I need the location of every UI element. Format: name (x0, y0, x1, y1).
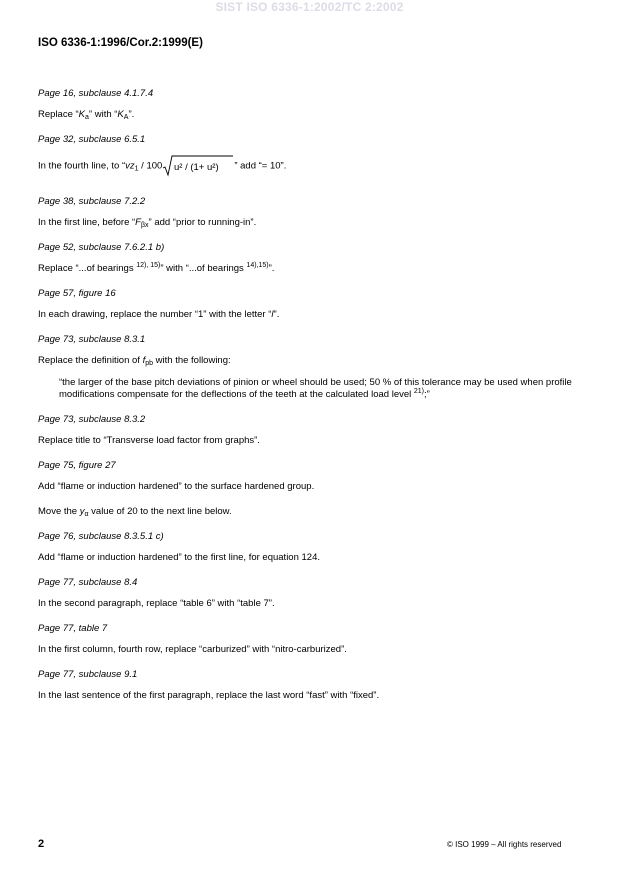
correction-reference: Page 73, subclause 8.3.2 (38, 414, 146, 425)
correction-instruction (38, 309, 583, 321)
instruction-text: / 100 (138, 160, 163, 172)
symbol: f (142, 355, 146, 366)
corrections-list (38, 88, 583, 715)
quote-text: “the larger of the base pitch deviations of pinion or wheel should be used; 50 % of this tolerance may be used when profile modifications compensate for the deflections of the teeth at the calculated load level (59, 377, 572, 400)
correction-reference: Page 52, subclause 7.6.2.1 b) (38, 242, 165, 253)
instruction-text: In each drawing, replace the number “1” with the letter “ (38, 309, 272, 320)
correction-instruction: Add “flame or induction hardened” to the surface hardened group. (38, 481, 315, 492)
subscript: pb (145, 360, 154, 367)
instruction-text: Replace the definition of (38, 355, 143, 366)
correction-reference: Page 76, subclause 8.3.5.1 c) (38, 531, 164, 542)
correction-instruction: In the second paragraph, replace “table 6” with “table 7”. (38, 598, 275, 609)
correction-reference: Page 73, subclause 8.3.1 (38, 334, 146, 345)
instruction-text: Replace “...of bearings (38, 263, 137, 274)
instruction-text: Move the (38, 506, 80, 517)
subscript: A (123, 114, 129, 121)
document-id: ISO 6336-1:1996/Cor.2:1999(E) (38, 37, 203, 49)
correction-reference: Page 75, figure 27 (38, 460, 116, 471)
square-root-radicand: u² / (1+ u²) (174, 162, 219, 173)
instruction-text: with the following: (153, 355, 231, 366)
correction-reference: Page 77, subclause 9.1 (38, 669, 138, 680)
instruction-text: Replace “ (38, 109, 79, 120)
correction-instruction (38, 217, 583, 229)
correction-instruction (38, 355, 583, 367)
footnote-superscript: 14),15) (246, 262, 269, 269)
correction-instruction (38, 263, 583, 275)
subscript: a (85, 114, 89, 121)
correction-reference: Page 77, table 7 (38, 623, 108, 634)
symbol: K (117, 109, 124, 120)
correction-instruction (38, 109, 583, 121)
instruction-text: In the first line, before “ (38, 217, 136, 228)
correction-instruction (38, 155, 583, 177)
correction-reference: Page 77, subclause 8.4 (38, 577, 138, 588)
quoted-definition (59, 377, 583, 401)
page-number: 2 (38, 838, 45, 850)
footnote-superscript: 12), 15) (136, 262, 161, 269)
correction-reference: Page 57, figure 16 (38, 288, 116, 299)
symbol: F (135, 217, 141, 228)
instruction-text: value of 20 to the next line below. (88, 506, 232, 517)
instruction-text: In the fourth line, to “ (38, 160, 126, 172)
instruction-text: ”. (268, 263, 275, 274)
instruction-text: ”. (273, 309, 280, 320)
correction-instruction: In the last sentence of the first paragraph, replace the last word “fast” with “fixed”. (38, 690, 380, 701)
correction-reference: Page 38, subclause 7.2.2 (38, 196, 146, 207)
correction-instruction: Replace title to “Transverse load factor from graphs”. (38, 435, 260, 446)
watermark: SIST ISO 6336-1:2002/TC 2:2002 (215, 0, 404, 14)
quote-text: ;” (424, 389, 430, 400)
subscript: 1 (134, 165, 139, 173)
square-root-expression (162, 155, 234, 177)
correction-instruction: In the first column, fourth row, replace “carburized” with “nitro-carburized”. (38, 644, 347, 655)
symbol: K (78, 109, 86, 120)
instruction-text: ” add “= 10”. (234, 160, 287, 172)
subscript: α (84, 511, 89, 518)
footnote-superscript: 21) (413, 388, 425, 395)
correction-instruction (38, 506, 583, 518)
instruction-text: ” with “ (88, 109, 118, 120)
symbol: y (79, 506, 85, 517)
copyright-notice: © ISO 1999 – All rights reserved (447, 840, 562, 849)
symbol: l (271, 309, 274, 320)
correction-reference: Page 16, subclause 4.1.7.4 (38, 88, 154, 99)
instruction-text: ” add “prior to running-in”. (148, 217, 257, 228)
correction-instruction: Add “flame or induction hardened” to the first line, for equation 124. (38, 552, 321, 563)
correction-reference: Page 32, subclause 6.5.1 (38, 134, 146, 145)
subscript: βx (140, 222, 149, 229)
symbol: vz (125, 160, 135, 172)
instruction-text: ”. (128, 109, 135, 120)
instruction-text: ” with “...of bearings (160, 263, 247, 274)
